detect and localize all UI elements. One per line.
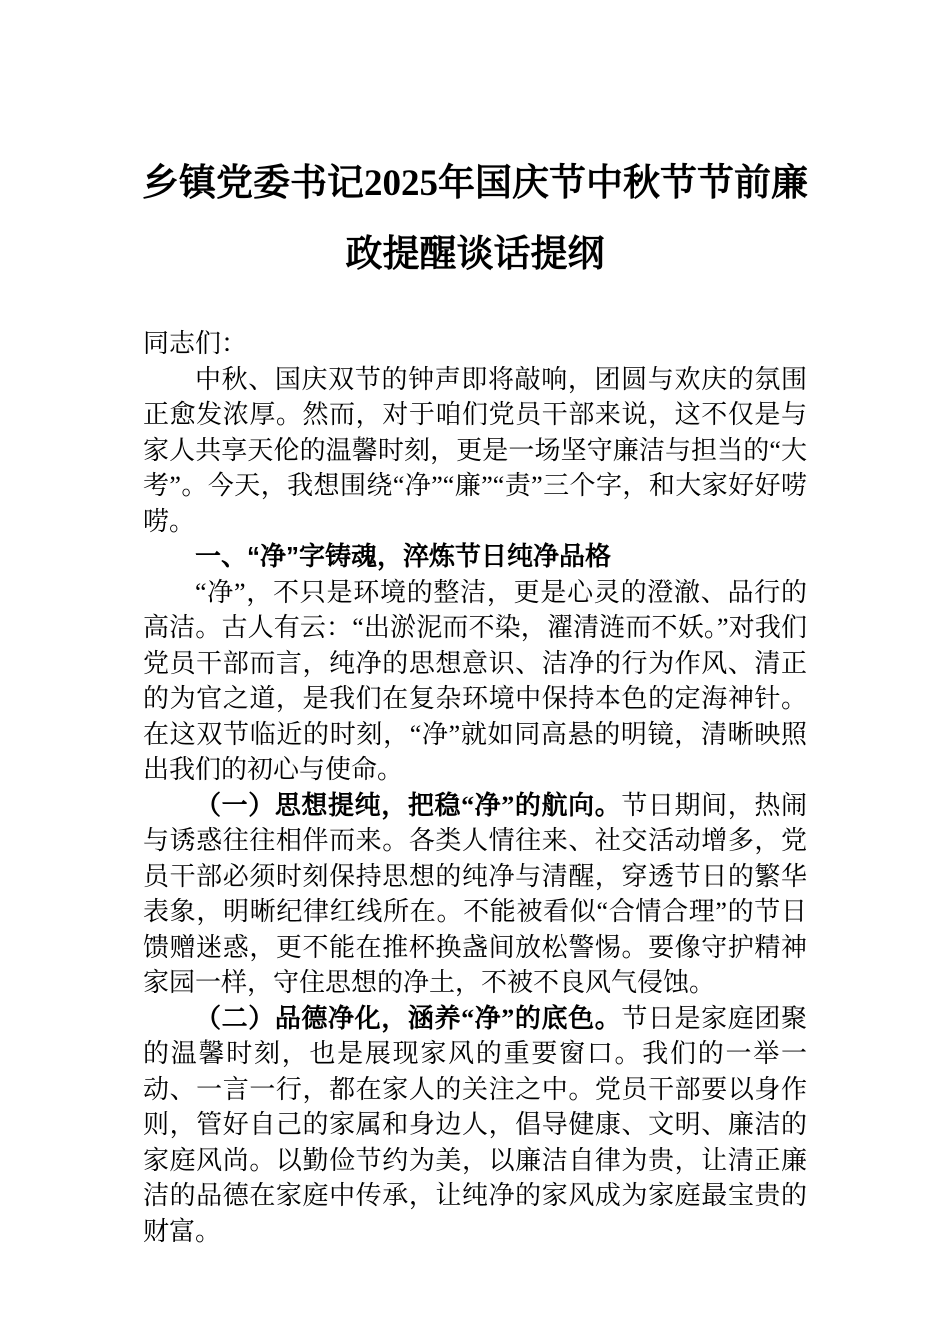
section-1-item-1-text: 节日期间，热闹与诱惑往往相伴而来。各类人情往来、社交活动增多，党员干部必须时刻保持思想的纯净与清醒，穿透节日的繁华表象，明晰纪律红线所在。不能被看似“合情合理”的节日馈赠迷惑，更不能在推杯换盏间放松警惕。要像守护精神家园一样，守住思想的净土，不被不良风气侵蚀。 [143, 790, 807, 997]
salutation: 同志们： [143, 329, 248, 358]
section-1-item-2-lead: （二）品德净化，涵养“净”的底色。 [195, 1003, 622, 1033]
section-1-heading: 一、“净”字铸魂，淬炼节日纯净品格 [195, 541, 612, 571]
document-body [143, 326, 807, 1249]
document-title: 乡镇党委书记2025年国庆节中秋节节前廉政提醒谈话提纲 [142, 163, 808, 275]
section-1-overview-paragraph: “净”，不只是环境的整洁，更是心灵的澄澈、品行的高洁。古人有云：“出淤泥而不染，濯清涟而不妖。”对我们党员干部而言，纯净的思想意识、洁净的行为作风、清正的为官之道，是我们在复杂环境中保持本色的定海神针。在这双节临近的时刻，“净”就如同高悬的明镜，清晰映照出我们的初心与使命。 [143, 577, 807, 784]
section-1-item-1-paragraph [143, 788, 807, 1001]
section-1-item-1-lead: （一）思想提纯，把稳“净”的航向。 [195, 790, 622, 820]
section-1-item-2-text: 节日是家庭团聚的温馨时刻，也是展现家风的重要窗口。我们的一举一动、一言一行，都在家人的关注之中。党员干部要以身作则，管好自己的家属和身边人，倡导健康、文明、廉洁的家庭风尚。以勤俭节约为美，以廉洁自律为贵，让清正廉洁的品德在家庭中传承，让纯净的家风成为家庭最宝贵的财富。 [143, 1003, 807, 1246]
intro-paragraph: 中秋、国庆双节的钟声即将敲响，团圆与欢庆的氛围正愈发浓厚。然而，对于咱们党员干部来说，这不仅是与家人共享天伦的温馨时刻，更是一场坚守廉洁与担当的“大考”。今天，我想围绕“净”“廉”“责”三个字，和大家好好唠唠。 [143, 364, 807, 536]
section-1-item-2-paragraph [143, 1001, 807, 1250]
